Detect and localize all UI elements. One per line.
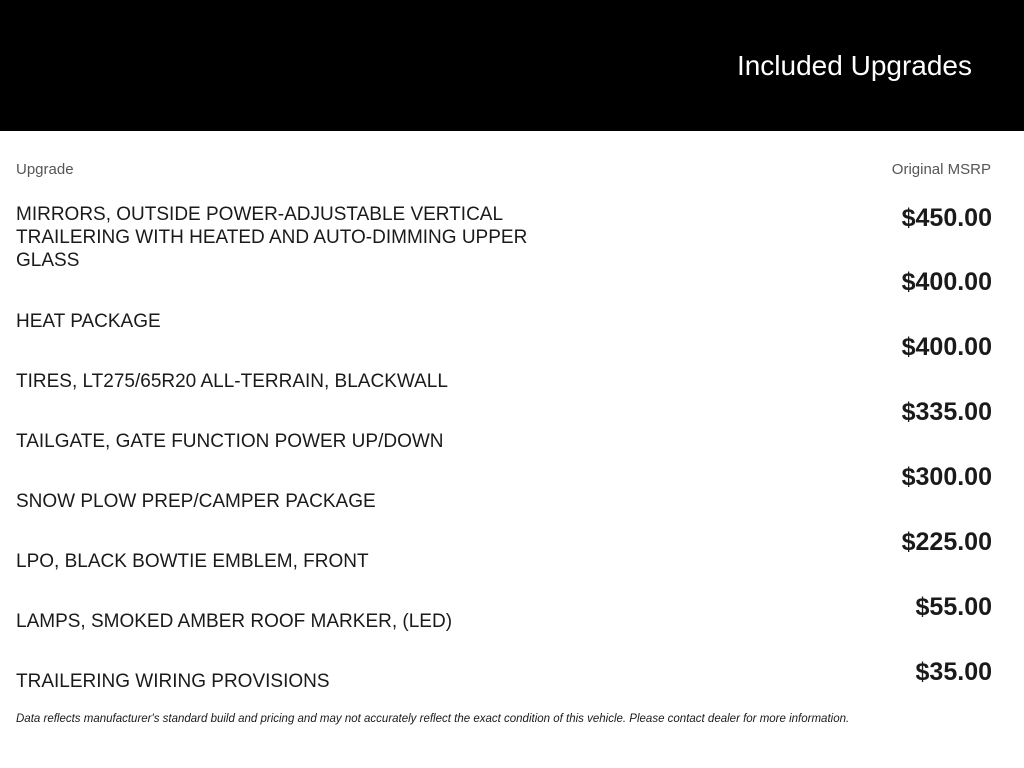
upgrade-price: $335.00 (901, 398, 992, 426)
upgrade-name: MIRRORS, OUTSIDE POWER-ADJUSTABLE VERTICAL TRAILERING WITH HEATED AND AUTO-DIMMING UPPER GLASS (16, 204, 528, 271)
upgrade-name: SNOW PLOW PREP/CAMPER PACKAGE (16, 491, 376, 512)
upgrade-name: TAILGATE, GATE FUNCTION POWER UP/DOWN (16, 431, 444, 452)
upgrade-price: $450.00 (901, 204, 992, 232)
column-header-upgrade: Upgrade (16, 161, 74, 178)
page-title: Included Upgrades (736, 50, 972, 81)
upgrade-name: HEAT PACKAGE (16, 311, 161, 332)
upgrade-price: $400.00 (901, 268, 992, 296)
upgrade-price: $55.00 (915, 593, 992, 621)
column-header-msrp: Original MSRP (891, 161, 991, 178)
upgrade-price: $35.00 (915, 658, 992, 686)
upgrade-price: $225.00 (901, 528, 992, 556)
header-bar (0, 0, 1024, 131)
upgrade-name: TRAILERING WIRING PROVISIONS (16, 671, 330, 692)
upgrade-price: $400.00 (901, 333, 992, 361)
upgrade-name: LAMPS, SMOKED AMBER ROOF MARKER, (LED) (16, 611, 453, 632)
upgrade-name: LPO, BLACK BOWTIE EMBLEM, FRONT (16, 551, 369, 572)
upgrade-name: TIRES, LT275/65R20 ALL-TERRAIN, BLACKWALL (16, 371, 448, 392)
upgrade-price: $300.00 (901, 463, 992, 491)
disclaimer-text: Data reflects manufacturer's standard build and pricing and may not accurately reflect the exact condition of this vehicle. Please contact dealer for more information. (16, 713, 850, 725)
